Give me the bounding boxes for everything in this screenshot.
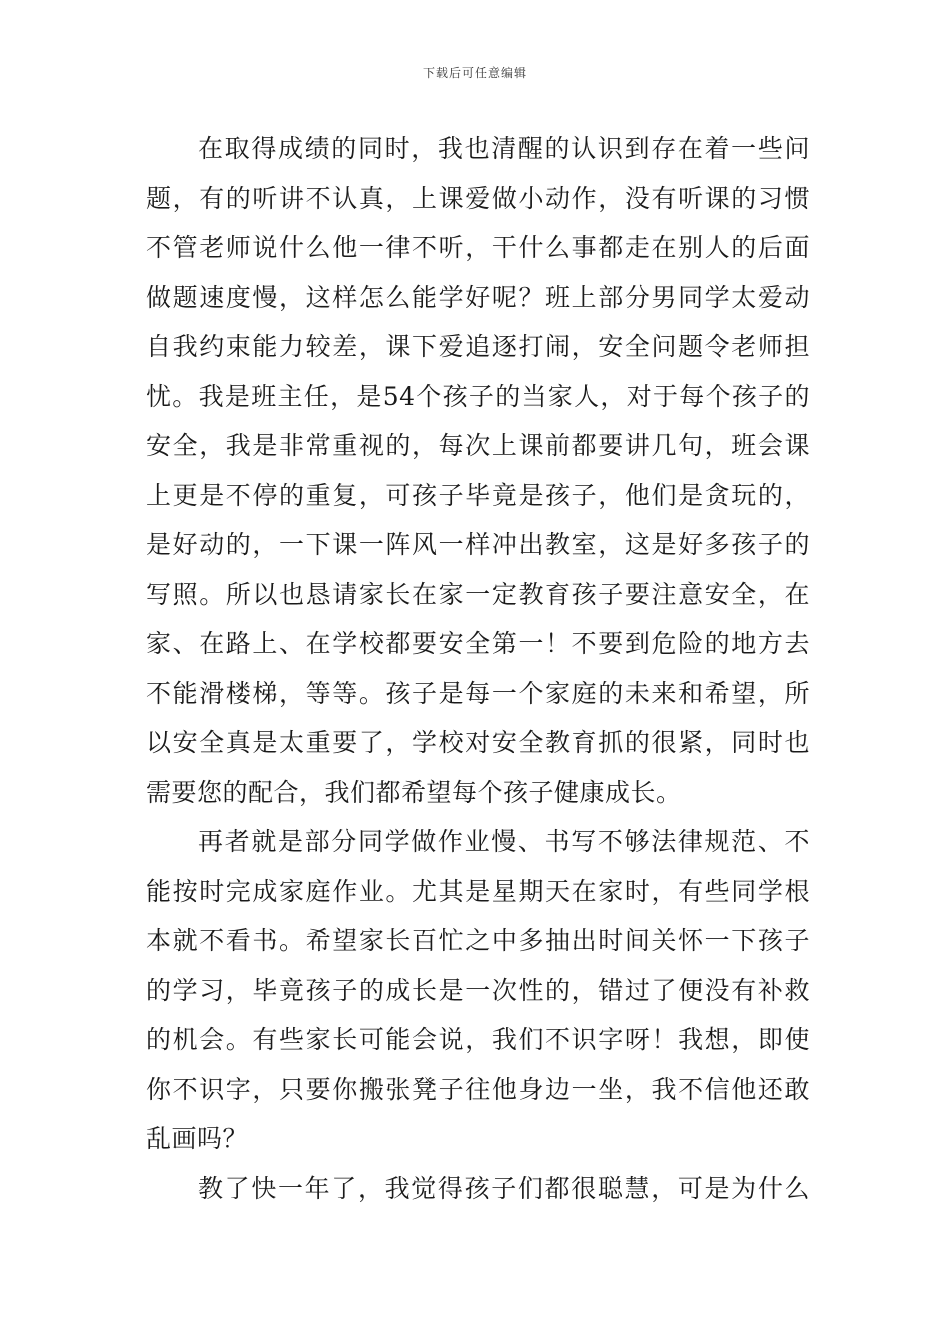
text-line: 乱画吗？ xyxy=(146,1124,249,1153)
text-line: 做题速度慢，这样怎么能学好呢？班上部分男同学太爱动 xyxy=(146,282,810,312)
text-line: 是好动的，一下课一阵风一样冲出教室，这是好多孩子的 xyxy=(146,530,810,559)
page-header: 下载后可任意编辑 xyxy=(422,66,527,80)
text-line: 题，有的听讲不认真，上课爱做小动作，没有听课的习惯 xyxy=(146,183,810,213)
text-line: 本就不看书。希望家长百忙之中多抽出时间关怀一下孩子 xyxy=(146,926,810,955)
text-line: 需要您的配合，我们都希望每个孩子健康成长。 xyxy=(146,777,682,807)
paragraph-homework xyxy=(146,817,810,1164)
text-line: 上更是不停的重复，可孩子毕竟是孩子，他们是贪玩的， xyxy=(146,480,810,510)
text-line: 以安全真是太重要了，学校对安全教育抓的很紧，同时也 xyxy=(146,728,810,757)
text-line: 家、在路上、在学校都要安全第一！不要到危险的地方去 xyxy=(146,629,810,658)
text-line: 教了快一年了，我觉得孩子们都很聪慧，可是为什么 xyxy=(198,1173,810,1203)
text-line: 不能滑楼梯，等等。孩子是每一个家庭的未来和希望，所 xyxy=(146,678,810,708)
document-body xyxy=(146,124,810,1213)
text-line: 的学习，毕竟孩子的成长是一次性的，错过了便没有补救 xyxy=(146,975,810,1005)
text-line: 自我约束能力较差，课下爱追逐打闹，安全问题令老师担 xyxy=(146,332,810,361)
paragraph-closing xyxy=(146,1164,810,1214)
text-line: 写照。所以也恳请家长在家一定教育孩子要注意安全，在 xyxy=(146,579,810,609)
text-line: 安全，我是非常重视的，每次上课前都要讲几句，班会课 xyxy=(146,431,810,460)
text-line: 在取得成绩的同时，我也清醒的认识到存在着一些问 xyxy=(198,134,810,163)
text-line: 忧。我是班主任，是54个孩子的当家人，对于每个孩子的 xyxy=(146,381,810,411)
text-line: 再者就是部分同学做作业慢、书写不够法律规范、不 xyxy=(198,827,810,856)
text-line: 你不识字，只要你搬张凳子往他身边一坐，我不信他还敢 xyxy=(146,1074,810,1104)
text-line: 能按时完成家庭作业。尤其是星期天在家时，有些同学根 xyxy=(146,876,810,906)
text-line: 不管老师说什么他一律不听，干什么事都走在别人的后面 xyxy=(146,233,810,262)
paragraph-safety xyxy=(146,124,810,817)
text-line: 的机会。有些家长可能会说，我们不识字呀！我想，即使 xyxy=(146,1025,810,1054)
